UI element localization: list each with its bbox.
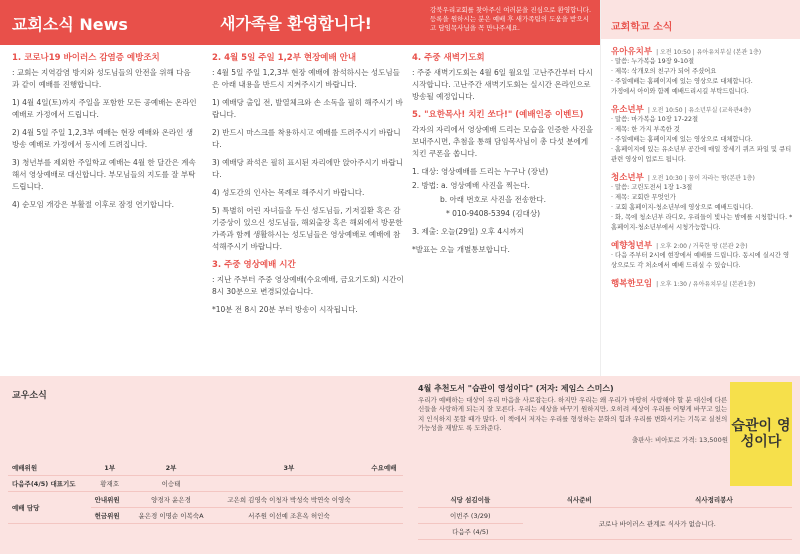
table-row [418,508,792,524]
section-heading: 4. 주중 새벽기도회 [412,53,485,63]
book-description: 우리가 예배하는 대상이 우리 마음을 사로잡는다. 하지만 우리는 왜 우리가 마땅히 사랑해야 할 분 대신에 다른 신들을 사랑하게 되는지 잘 모른다. 우리는 세상을 바꾸기 원하지만, 오히려 세상이 우리를 어떻게 바꾸고 있는지 인식하지 못할 때가 많다. 이 책에서 저자는 우리를 형성하는 문화의 힘과 우리를 변화시키는 기독교 실천의 가능성을 재발도 록 도와준다. [418,395,728,432]
table-row [8,492,403,508]
member-news-title: 교우소식 [12,391,47,401]
news-column-1 [12,52,197,217]
table-header: 1부 [91,460,129,476]
school-group-line: · 제목: 한 가지 부족한 것 [611,126,680,133]
paragraph: 3) 청년부를 제외한 주일학교 예배는 4월 한 달간은 계속해서 영상예배로 대신합니다. 부모님들의 지도를 잘 부탁드립니다. [12,158,196,191]
school-group-name: 청소년부 | 오전 10:30 | 꿈이 자라는 땅(본관 1층) [611,173,755,183]
book-title: 4월 추천도서 "습관이 영성이다" (저자: 제임스 스미스) [418,384,614,393]
table-cell: 고은희 김영숙 이청자 박성숙 박연숙 이영숙 [213,492,365,508]
paragraph: 1) 4월 4일(토)까지 주일을 포함한 모든 공예배는 온라인 예배로 가정에서 드립니다. [12,98,197,119]
paragraph: b. 아래 번호로 사진을 전송한다. [440,195,547,204]
paragraph: : 4월 5일 주일 1,2,3부 현장 예배에 참석하시는 성도님들은 아래 내용을 반드시 지켜주시기 바랍니다. [212,68,400,89]
table-row [8,476,403,492]
news-column-2 [212,52,404,322]
table-header: 식당 섬김이들 [418,492,523,508]
school-group-line: · 말씀: 누가복음 19장 9-10절 [611,58,695,65]
table-cell: 다음주(4/5) 대표기도 [8,476,91,492]
school-group-line: · 주일예배는 홈페이지에 있는 영상으로 대체합니다. [611,136,753,143]
table-header: 수요예배 [365,460,403,476]
paragraph: * 010-9408-5394 (김대상) [446,209,541,218]
school-group [601,277,800,289]
school-group-line: · 다음 주부터 2시에 현장에서 예배를 드립니다. 동시에 실시간 영상으로도 각 처소에서 예배 드리실 수 있습니다. [611,252,790,269]
paragraph: 2) 4월 5일 주일 1,2,3부 예배는 현장 예배와 온라인 생방송 예배로 가정에서 동시에 드려집니다. [12,128,193,149]
table-cell: 서주원 이선예 조흔옥 허인숙 [213,508,365,524]
news-title: 교회소식 News [0,0,200,45]
table-row [418,492,792,508]
paragraph: 1) 예배당 출입 전, 발열체크와 손 소독을 필히 해주시기 바랍니다. [212,98,403,119]
school-group-line: · 화, 목에 청소년부 라디오, 우리들이 빛나는 밤에를 시청합니다. *홈페이지-청소년부에서 시청가능합니다. [611,214,793,231]
school-group-line: · 말씀: 고린도전서 1장 1-3절 [611,184,693,191]
paragraph: 2) 반드시 마스크를 착용하시고 예배를 드려주시기 바랍니다. [212,128,401,149]
section-heading: 3. 주중 영상예배 시간 [212,260,296,270]
school-group-line: · 홈페이지에 있는 유소년부 공간에 매일 장세기 퀴즈 파일 및 큐티 관련 영상이 업로드 됩니다. [611,146,792,163]
table-header: 2부 [129,460,213,476]
school-group-name: 유소년부 | 오전 10:50 | 유소년부실 (교육관4층) [611,105,751,115]
paragraph: 1. 대상: 영상예배를 드리는 누구나 (장년) [412,167,549,176]
school-group-line: · 교회 홈페이지-청소년부에 영상으로 예배드립니다. [611,204,754,211]
worship-roster-table [8,460,403,524]
table-cell [365,492,403,508]
paragraph: : 지난 주부터 주중 영상예배(수요예배, 금요기도회) 시간이 8시 30분으로 변경되었습니다. [212,275,404,296]
church-school-panel [600,0,800,376]
table-cell [365,476,403,492]
table-cell: 이번주 (3/29) [418,508,523,524]
school-group-meta: | 오전 10:50 | 유아유치부실 (본관 1층) [656,49,762,56]
paragraph: 4) 성도간의 인사는 목례로 해주시기 바랍니다. [212,188,365,197]
school-group-meta: | 오전 10:30 | 꿈이 자라는 땅(본관 1층) [647,175,755,182]
school-group [601,45,800,97]
school-group-name: 행복한모임 | 오후 1:30 / 유아유치부실 (본관1층) [611,279,756,289]
table-cell: 이승태 [129,476,213,492]
school-group-line: · 말씀: 마가복음 10장 17-22절 [611,116,699,123]
paragraph: 4) 순모임 개강은 부활절 이후로 잠정 연기합니다. [12,200,175,209]
table-cell [365,508,403,524]
school-group [601,103,800,165]
table-header: 예배위원 [8,460,91,476]
school-group-meta: | 오후 2:00 / 거룩한 땅 (본관 2층) [656,243,748,250]
school-group-meta: | 오후 1:30 / 유아유치부실 (본관1층) [656,281,756,288]
recommended-book [418,384,728,445]
welcome-notice: 강북우리교회를 찾아주신 여러분을 진심으로 환영합니다. 등록을 원하시는 분은 예배 후 새가족팀의 도움을 받으시고 담임목사님을 꼭 만나주세요. [422,0,600,45]
table-row [8,460,403,476]
welcome-title: 새가족을 환영합니다! [200,0,422,45]
school-groups [601,45,800,289]
section-heading: 2. 4월 5일 주일 1,2부 현장예배 안내 [212,53,357,63]
table-cell: 예배 담당 [8,492,91,524]
school-group-line: · 주일예배는 홈페이지에 있는 영상으로 대체합니다. [611,78,753,85]
paragraph: *10분 전 8시 20분 부터 방송이 시작됩니다. [212,305,358,314]
school-group-name: 예향청년부 | 오후 2:00 / 거룩한 땅 (본관 2층) [611,241,748,251]
table-header: 식사정리봉사 [636,492,792,508]
section-heading: 1. 코로나19 바이러스 감염증 예방조치 [12,53,160,63]
table-cell: 다음주 (4/5) [418,524,523,540]
table-cell: 안내위원 [91,492,129,508]
paragraph: 각자의 자리에서 영상예배 드리는 모습을 인증한 사진을 보내주시면, 추첨을 통해 담임목사님이 총 다섯 분에게 치킨 쿠폰을 쏩니다. [412,125,593,158]
paragraph: 2. 방법: a. 영상예배 사진을 찍는다. [412,181,530,190]
news-column-3 [412,52,594,262]
table-cell: 양경자 윤은경 [129,492,213,508]
table-cell: 코로나 바이러스 관계로 식사가 없습니다. [523,508,792,540]
book-cover-title: 습관이 영성이다 [731,418,791,450]
table-header: 식사준비 [523,492,636,508]
school-title: 교회학교 소식 [601,0,800,39]
table-header: 3부 [213,460,365,476]
table-cell: 헌금위원 [91,508,129,524]
book-cover [730,382,792,486]
school-group-meta: | 오전 10:50 | 유소년부실 (교육관4층) [647,107,751,114]
meal-service-table [418,492,792,540]
paragraph: 3) 예배당 좌석은 필히 표시된 자리에만 앉아주시기 바랍니다. [212,158,404,179]
section-heading: 5. "요한목사! 치킨 쏘다!" (예배인증 이벤트) [412,110,584,120]
table-cell [213,476,365,492]
paragraph: *발표는 오늘 개별통보합니다. [412,245,510,254]
table-cell: 윤은경 이명순 이복숙A [129,508,213,524]
bottom-section [0,376,800,554]
paragraph: : 주중 새벽기도회는 4월 6일 월요일 고난주간부터 다시 시작합니다. 고난주간 새벽기도회는 실시간 온라인으로 방송될 예정입니다. [412,68,593,101]
school-group-line: · 제목: 삭개오의 친구가 되어 주셨어요 [611,68,717,75]
school-group [601,239,800,271]
paragraph: 5) 특별히 어린 자녀들을 두신 성도님들, 기저질환 혹은 감기증상이 있으신 성도님들, 해외출장 혹은 해외에서 방문한 가족과 함께 생활하시는 성도님들은 영상예배로 예배에 참석해주시기 바랍니다. [212,206,403,251]
school-group-name: 유아유치부 | 오전 10:50 | 유아유치부실 (본관 1층) [611,47,762,57]
paragraph: : 교회는 지역감염 방지와 성도님들의 안전을 위해 다음과 같이 예배를 진행합니다. [12,68,191,89]
book-publisher: 출판사: 비아토르 가격: 13,500원 [631,435,728,444]
table-cell: 황재호 [91,476,129,492]
school-group [601,171,800,233]
school-group-line: · 제목: 교회란 무엇인가 [611,194,676,201]
paragraph: 3. 제출: 오늘(29일) 오후 4시까지 [412,227,524,236]
school-group-line: 가정에서 아이와 함께 예배드리시길 부탁드립니다. [611,88,749,95]
